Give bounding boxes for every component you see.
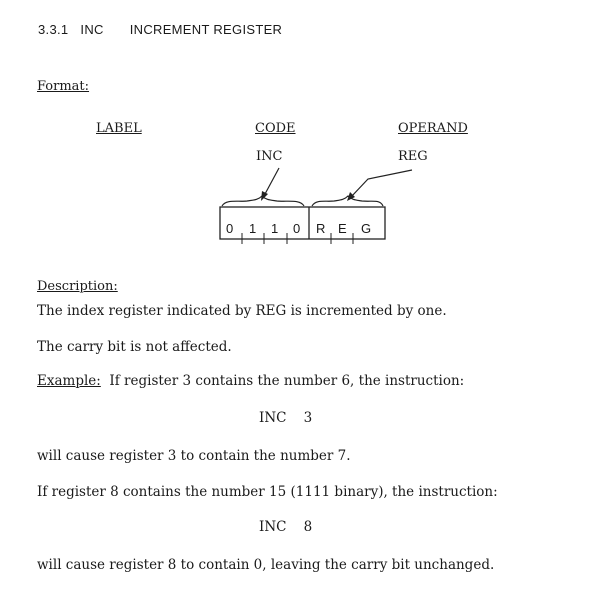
- example-result-1: will cause register 3 to contain the number 7.: [37, 448, 351, 464]
- example-paragraph: [37, 373, 464, 389]
- code-value: INC: [256, 149, 283, 164]
- column-label: LABEL: [96, 121, 142, 136]
- reg-letter-g: G: [361, 221, 372, 236]
- example-instruction-1: INC 3: [259, 410, 313, 426]
- operand-brace: [312, 196, 383, 206]
- column-code: CODE: [255, 121, 296, 136]
- bit-0: 0: [226, 221, 234, 236]
- example-label: Example:: [37, 373, 101, 389]
- reg-letter-r: R: [316, 221, 326, 236]
- example-result-2: will cause register 8 to contain 0, leaving the carry bit unchanged.: [37, 557, 495, 573]
- operand-value: REG: [398, 149, 428, 164]
- column-operand: OPERAND: [398, 121, 468, 136]
- bit-2: 1: [271, 221, 279, 236]
- section-number: 3.3.1: [38, 22, 69, 37]
- reg-letter-e: E: [338, 221, 347, 236]
- example-intro-2: If register 8 contains the number 15 (1111 binary), the instruction:: [37, 484, 498, 500]
- section-title: INCREMENT REGISTER: [129, 22, 283, 37]
- instruction-mnemonic: INC: [80, 22, 104, 37]
- example-instruction-2: INC 8: [259, 519, 313, 535]
- code-arrow: [265, 168, 279, 194]
- operand-arrow: [351, 170, 412, 197]
- instruction-format-diagram: [0, 0, 605, 260]
- code-brace: [222, 196, 304, 206]
- description-line-1: The index register indicated by REG is incremented by one.: [37, 303, 447, 319]
- bit-1: 1: [249, 221, 257, 236]
- example-intro: If register 3 contains the number 6, the instruction:: [109, 373, 465, 389]
- format-label: Format:: [37, 79, 90, 94]
- description-label: Description:: [37, 279, 118, 294]
- description-line-2: The carry bit is not affected.: [37, 339, 232, 355]
- bit-3: 0: [293, 221, 301, 236]
